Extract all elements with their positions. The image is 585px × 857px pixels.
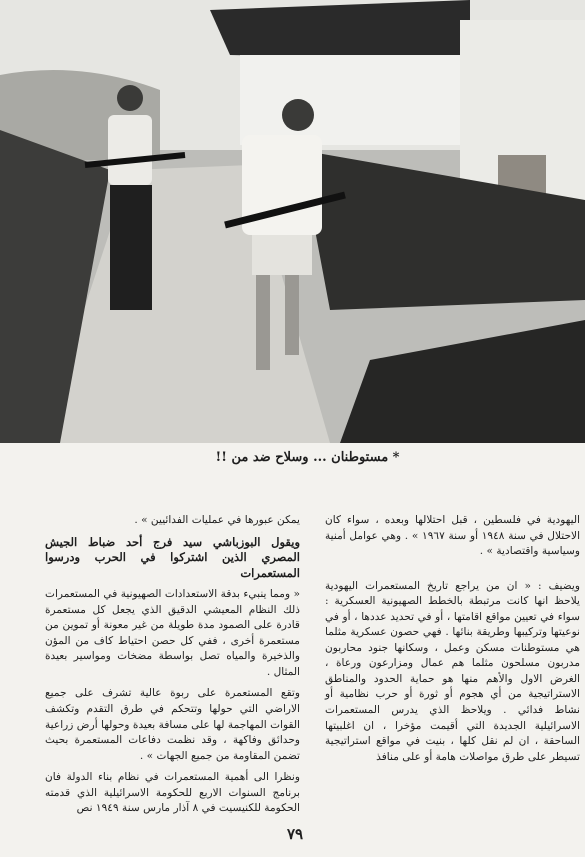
paragraph: ويقول البوزباشي سيد فرج أحد ضباط الجيش المصري الذين اشتركوا في الحرب ودرسوا المستعمرات bbox=[45, 534, 300, 580]
page-number: ٧٩ bbox=[286, 825, 304, 843]
paragraph: ونظرا الى أهمية المستعمرات في نظام بناء الدولة فان برنامج السنوات الاربع للحكومة الاسرائيلية الذي قدمته الحكومة للكنيسيت في ٨ آذار مارس سنة ١٩٤٩ نص bbox=[45, 771, 300, 815]
paragraph: اليهودية في فلسطين ، قبل احتلالها وبعده ، سواء كان الاحتلال في سنة ١٩٤٨ أو سنة ١٩٦٧ » . وهي عوامل أمنية وسياسية واقتصادية » . bbox=[325, 514, 581, 558]
text-column-right bbox=[325, 513, 580, 771]
paragraph: وتقع المستعمرة على ربوة عالية تشرف على جميع الاراضي التي حولها وتتحكم في طرق التقدم وتكشف القوات المهاجمة لها على مسافة بعيدة وحولها أرض زراعية وحدائق وفاكهة ، وقد نظمت دفاعات المستعمرة بحيث تضمن المقاومة من جميع الجهات » . bbox=[45, 687, 300, 762]
text-column-left bbox=[45, 513, 300, 823]
paragraph: « ومما ينبيء بدقة الاستعدادات الصهيونية في المستعمرات ذلك النظام المعيشي الدقيق الذي يجعل كل مستعمرة قادرة على الصمود مدة طويلة من غير معونة أو تموين من مستعمرة أخرى ، ففي كل حصن احتياط كاف من المؤن والذخيرة والمياه تصل بواسطة مضخات ومواسير بعيدة المثال . bbox=[45, 588, 300, 678]
paragraph: ويضيف : « ان من يراجع تاريخ المستعمرات اليهودية يلاحظ انها كانت مرتبطة بالخطط الصهيونية العسكرية : سواء في تعيين مواقع اقامتها ، أو في تحديد عددها ، أو في نوعيتها وتركيبها وطريقة بنائها . فهي حصون عسكرية مثلما هي مستوطنات مسكن وعمل ، وسكانها جنود محاربون مدربون مسلحون مثلما هم عمال ومزارعون ورعاة ، الغرض الاول والأهم منها هو حماية الحدود والمناطق الاستراتيجية من أي هجوم أو ثورة أو حرب نظامية أو نشاط فدائي . ويلاحظ الذي يدرس المستعمرات الاسرائيلية الجديدة التي أقيمت مؤخرا ، ان اغلبيتها الساحقة ، ان لم نقل كلها ، بنيت في مواقع استراتيجية تسيطر على طرق مواصلات هامة أو على منافذ bbox=[325, 579, 580, 763]
photo-caption: * مستوطنان ... وسلاح ضد من !! bbox=[215, 450, 400, 465]
paragraph: يمكن عبورها في عمليات الفدائيين » . bbox=[134, 514, 300, 526]
